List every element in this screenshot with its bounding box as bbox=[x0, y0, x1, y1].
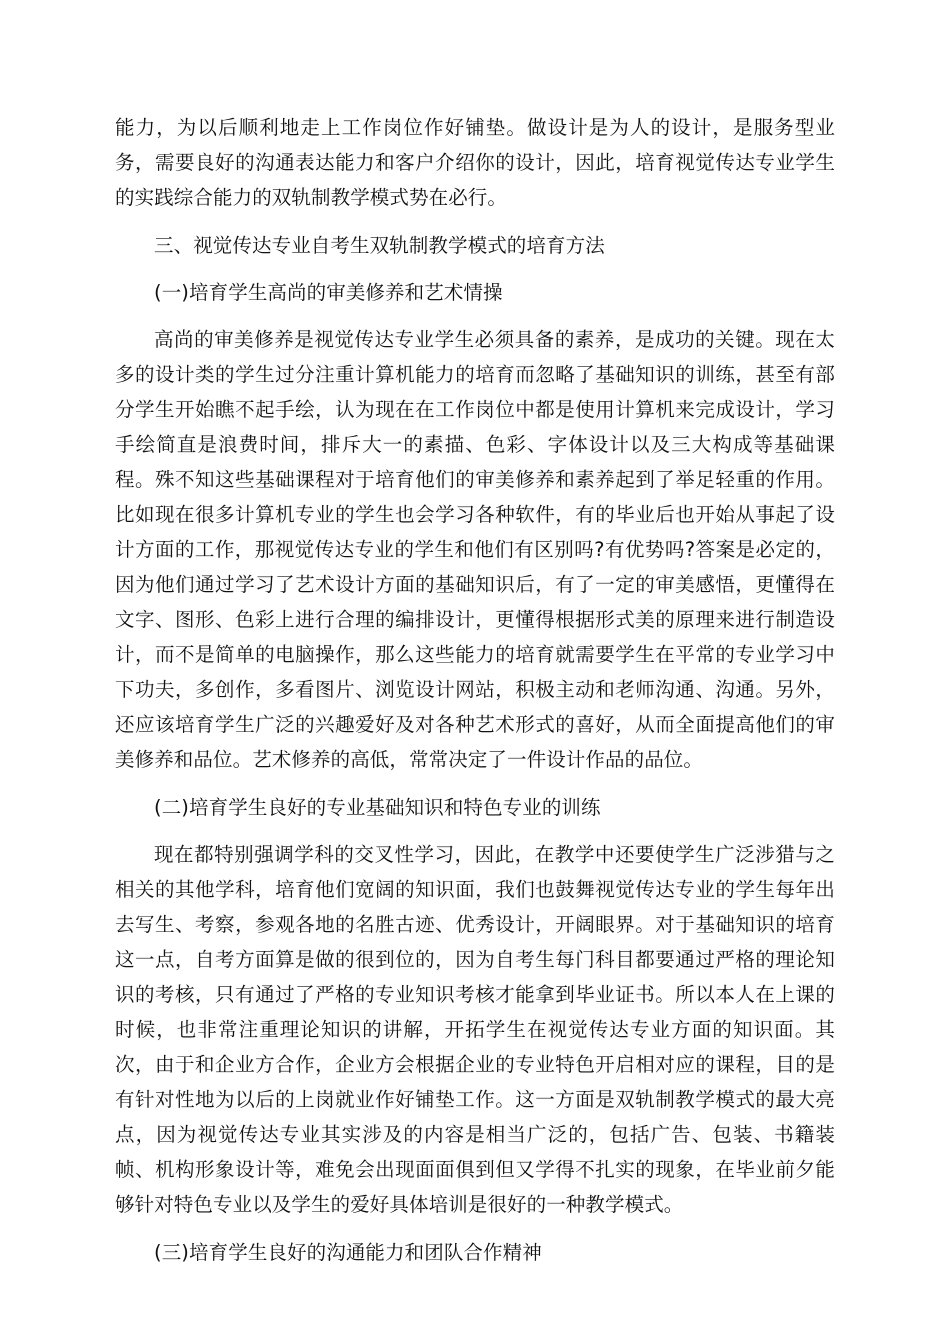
paragraph-aesthetic: 高尚的审美修养是视觉传达专业学生必须具备的素养，是成功的关键。现在太多的设计类的学生过分注重计算机能力的培育而忽略了基础知识的训练，甚至有部分学生开始瞧不起手绘，认为现在在工作岗位中都是使用计算机来完成设计，学习手绘简直是浪费时间，排斥大一的素描、色彩、字体设计以及三大构成等基础课程。殊不知这些基础课程对于培育他们的审美修养和素养起到了举足轻重的作用。比如现在很多计算机专业的学生也会学习各种软件，有的毕业后也开始从事起了设计方面的工作，那视觉传达专业的学生和他们有区别吗?有优势吗?答案是必定的，因为他们通过学习了艺术设计方面的基础知识后，有了一定的审美感悟，更懂得在文字、图形、色彩上进行合理的编排设计，更懂得根据形式美的原理来进行制造设计，而不是简单的电脑操作，那么这些能力的培育就需要学生在平常的专业学习中下功夫，多创作，多看图片、浏览设计网站，积极主动和老师沟通、沟通。另外，还应该培育学生广泛的兴趣爱好及对各种艺术形式的喜好，从而全面提高他们的审美修养和品位。艺术修养的高低，常常决定了一件设计作品的品位。 bbox=[115, 328, 835, 771]
subsection-heading-3: (三)培育学生良好的沟通能力和团队合作精神 bbox=[154, 1241, 542, 1264]
paragraph-foundation: 现在都特别强调学科的交叉性学习，因此，在教学中还要使学生广泛涉猎与之相关的其他学科，培育他们宽阔的知识面，我们也鼓舞视觉传达专业的学生每年出去写生、考察，参观各地的名胜古迹、优秀设计，开阔眼界。对于基础知识的培育这一点，自考方面算是做的很到位的，因为自考生每门科目都要通过严格的理论知识的考核，只有通过了严格的专业知识考核才能拿到毕业证书。所以本人在上课的时候，也非常注重理论知识的讲解，开拓学生在视觉传达专业方面的知识面。其次，由于和企业方合作，企业方会根据企业的专业特色开启相对应的课程，目的是有针对性地为以后的上岗就业作好铺垫工作。这一方面是双轨制教学模式的最大亮点，因为视觉传达专业其实涉及的内容是相当广泛的，包括广告、包装、书籍装帧、机构形象设计等，难免会出现面面俱到但又学得不扎实的现象，在毕业前夕能够针对特色专业以及学生的爱好具体培训是很好的一种教学模式。 bbox=[115, 843, 835, 1216]
subsection-heading-1: (一)培育学生高尚的审美修养和艺术情操 bbox=[154, 281, 503, 304]
paragraph-continuation: 能力，为以后顺利地走上工作岗位作好铺垫。做设计是为人的设计，是服务型业务，需要良好的沟通表达能力和客户介绍你的设计，因此，培育视觉传达专业学生的实践综合能力的双轨制教学模式势在必行。 bbox=[115, 116, 835, 209]
section-heading-3: 三、视觉传达专业自考生双轨制教学模式的培育方法 bbox=[154, 234, 605, 257]
subsection-heading-2: (二)培育学生良好的专业基础知识和特色专业的训练 bbox=[154, 796, 601, 819]
document-page bbox=[115, 110, 835, 1282]
